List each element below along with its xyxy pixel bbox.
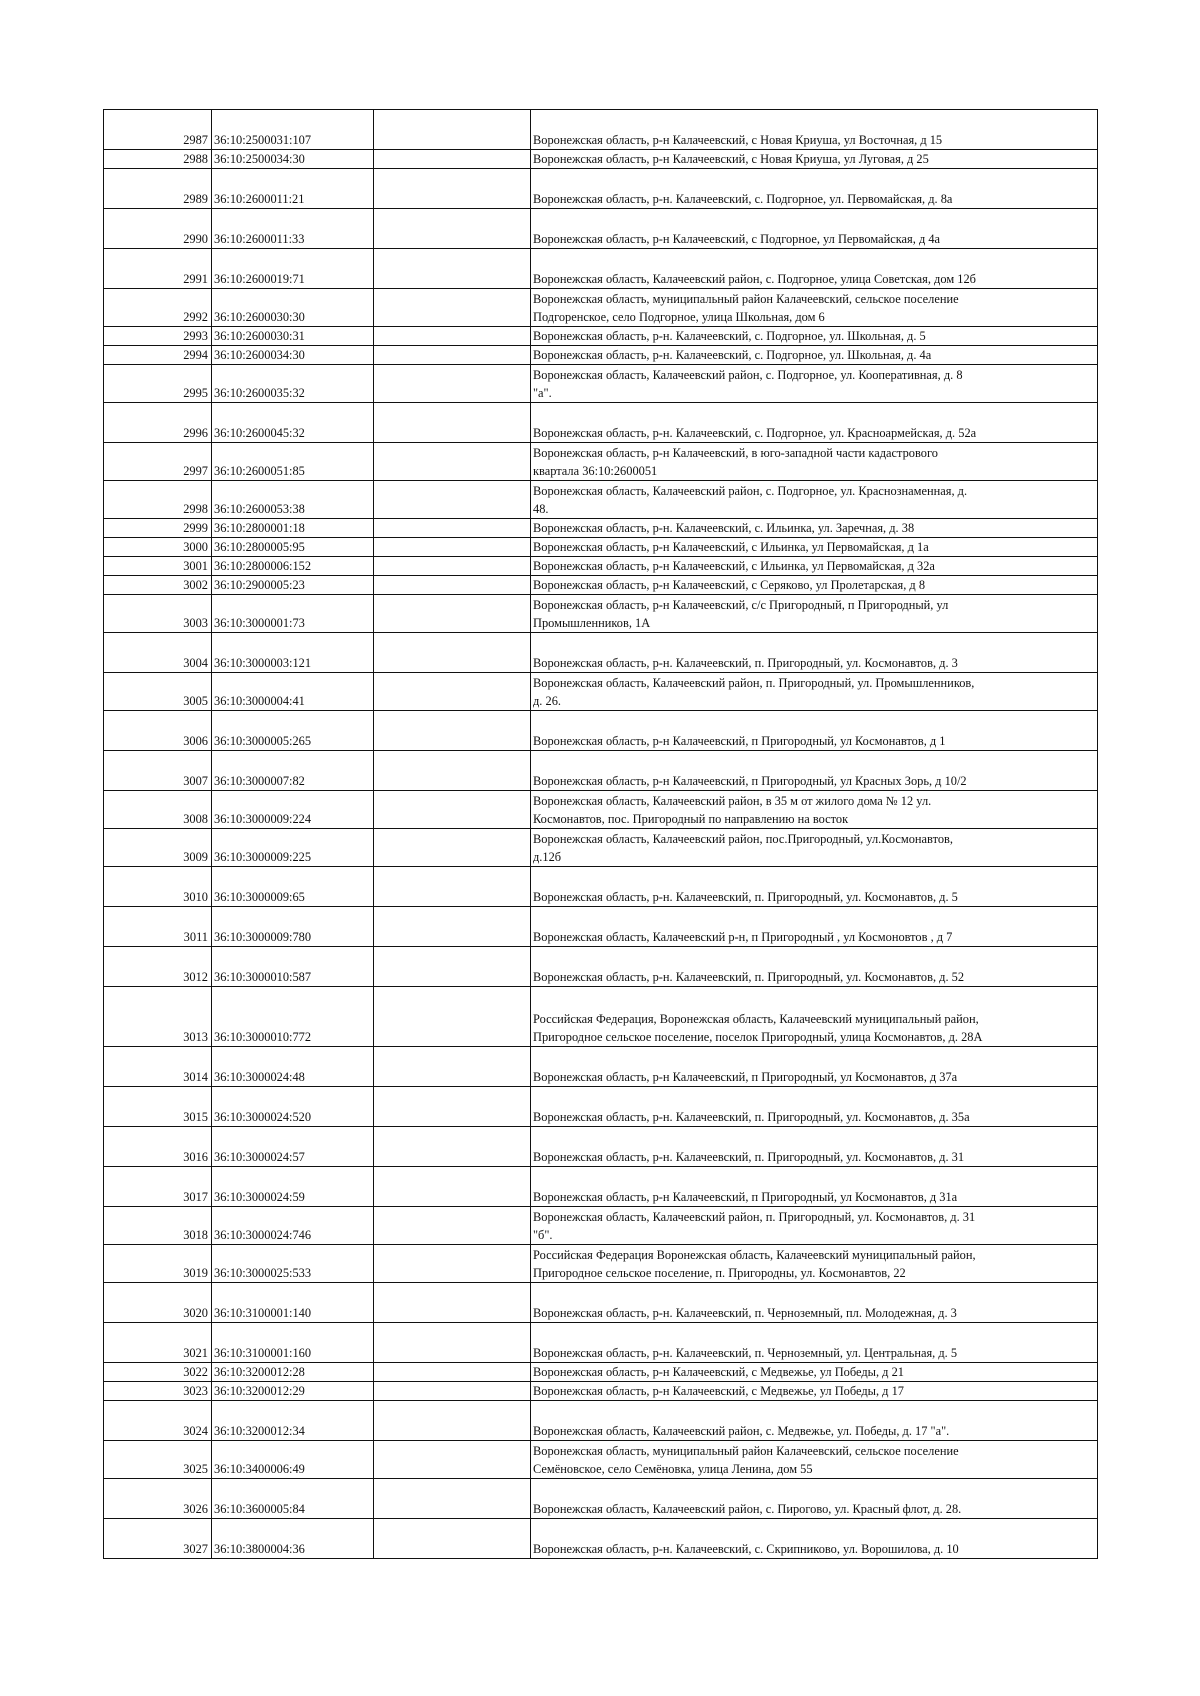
empty-cell <box>374 595 531 633</box>
table-row <box>104 595 1098 633</box>
cadastral-number-cell: 36:10:2800006:152 <box>212 557 374 576</box>
address-cell: Воронежская область, р-н Калачеевский, с Медвежье, ул Победы, д 17 <box>531 1382 1098 1401</box>
empty-cell <box>374 907 531 947</box>
cadastral-number-cell: 36:10:3000007:82 <box>212 751 374 791</box>
row-number-cell: 3018 <box>104 1207 212 1245</box>
empty-cell <box>374 1087 531 1127</box>
cadastral-number-cell: 36:10:2600053:38 <box>212 481 374 519</box>
empty-cell <box>374 289 531 327</box>
empty-cell <box>374 150 531 169</box>
cadastral-number-cell: 36:10:3600005:84 <box>212 1479 374 1519</box>
row-number-cell: 3015 <box>104 1087 212 1127</box>
row-number-cell: 3027 <box>104 1519 212 1559</box>
empty-cell <box>374 987 531 1047</box>
row-number-cell: 3009 <box>104 829 212 867</box>
address-cell: Российская Федерация, Воронежская область, Калачеевский муниципальный район, Пригородное сельское поселение, поселок Пригородный, улица Космонавтов, д. 28А <box>531 987 1098 1047</box>
row-number-cell: 3007 <box>104 751 212 791</box>
empty-cell <box>374 538 531 557</box>
address-cell: Воронежская область, р-н Калачеевский, с Медвежье, ул Победы, д 21 <box>531 1363 1098 1382</box>
cadastral-number-cell: 36:10:3800004:36 <box>212 1519 374 1559</box>
table-row <box>104 1363 1098 1382</box>
cadastral-number-cell: 36:10:2600019:71 <box>212 249 374 289</box>
cadastral-number-cell: 36:10:3000001:73 <box>212 595 374 633</box>
cadastral-number-cell: 36:10:3000009:65 <box>212 867 374 907</box>
address-cell: Воронежская область, р-н. Калачеевский, п. Пригородный, ул. Космонавтов, д. 5 <box>531 867 1098 907</box>
cadastral-number-cell: 36:10:2800005:95 <box>212 538 374 557</box>
table-row <box>104 249 1098 289</box>
row-number-cell: 3022 <box>104 1363 212 1382</box>
address-cell: Воронежская область, р-н Калачеевский, с Серяково, ул Пролетарская, д 8 <box>531 576 1098 595</box>
table-row <box>104 327 1098 346</box>
cadastral-number-cell: 36:10:3000024:746 <box>212 1207 374 1245</box>
address-cell: Воронежская область, р-н. Калачеевский, п. Пригородный, ул. Космонавтов, д. 3 <box>531 633 1098 673</box>
table-row <box>104 1207 1098 1245</box>
row-number-cell: 3025 <box>104 1441 212 1479</box>
address-cell: Воронежская область, р-н. Калачеевский, с. Ильинка, ул. Заречная, д. 38 <box>531 519 1098 538</box>
cadastral-number-cell: 36:10:2500031:107 <box>212 110 374 150</box>
row-number-cell: 2993 <box>104 327 212 346</box>
cadastral-number-cell: 36:10:3000024:520 <box>212 1087 374 1127</box>
empty-cell <box>374 557 531 576</box>
empty-cell <box>374 443 531 481</box>
empty-cell <box>374 346 531 365</box>
table-row <box>104 1519 1098 1559</box>
address-cell: Воронежская область, р-н Калачеевский, в юго-западной части кадастрового квартала 36:10:2600051 <box>531 443 1098 481</box>
empty-cell <box>374 829 531 867</box>
empty-cell <box>374 1047 531 1087</box>
table-row <box>104 443 1098 481</box>
row-number-cell: 3003 <box>104 595 212 633</box>
empty-cell <box>374 1207 531 1245</box>
cadastral-number-cell: 36:10:2500034:30 <box>212 150 374 169</box>
cadastral-number-cell: 36:10:2800001:18 <box>212 519 374 538</box>
address-cell: Воронежская область, р-н. Калачеевский, с. Подгорное, ул. Первомайская, д. 8а <box>531 169 1098 209</box>
empty-cell <box>374 1323 531 1363</box>
table-row <box>104 829 1098 867</box>
table-row <box>104 1047 1098 1087</box>
table-row <box>104 1382 1098 1401</box>
cadastral-number-cell: 36:10:2600034:30 <box>212 346 374 365</box>
cadastral-number-cell: 36:10:2600011:33 <box>212 209 374 249</box>
cadastral-number-cell: 36:10:2600030:30 <box>212 289 374 327</box>
row-number-cell: 3019 <box>104 1245 212 1283</box>
address-cell: Воронежская область, Калачеевский район, п. Пригородный, ул. Космонавтов, д. 31 "б". <box>531 1207 1098 1245</box>
row-number-cell: 3001 <box>104 557 212 576</box>
empty-cell <box>374 576 531 595</box>
cadastral-number-cell: 36:10:2600051:85 <box>212 443 374 481</box>
row-number-cell: 2995 <box>104 365 212 403</box>
row-number-cell: 2989 <box>104 169 212 209</box>
cadastral-number-cell: 36:10:2600035:32 <box>212 365 374 403</box>
row-number-cell: 2997 <box>104 443 212 481</box>
table-row <box>104 791 1098 829</box>
empty-cell <box>374 1441 531 1479</box>
empty-cell <box>374 1245 531 1283</box>
cadastral-number-cell: 36:10:3000010:772 <box>212 987 374 1047</box>
cadastral-number-cell: 36:10:3000009:780 <box>212 907 374 947</box>
table-row <box>104 633 1098 673</box>
table-row <box>104 711 1098 751</box>
cadastral-number-cell: 36:10:2600011:21 <box>212 169 374 209</box>
empty-cell <box>374 1363 531 1382</box>
address-cell: Воронежская область, Калачеевский район, с. Подгорное, ул. Краснознаменная, д. 48. <box>531 481 1098 519</box>
address-cell: Воронежская область, р-н. Калачеевский, с. Подгорное, ул. Школьная, д. 4а <box>531 346 1098 365</box>
empty-cell <box>374 169 531 209</box>
table-row <box>104 1127 1098 1167</box>
empty-cell <box>374 1382 531 1401</box>
address-cell: Воронежская область, р-н Калачеевский, с Новая Криуша, ул Восточная, д 15 <box>531 110 1098 150</box>
table-row <box>104 209 1098 249</box>
empty-cell <box>374 1479 531 1519</box>
row-number-cell: 3024 <box>104 1401 212 1441</box>
empty-cell <box>374 1401 531 1441</box>
row-number-cell: 2996 <box>104 403 212 443</box>
row-number-cell: 3008 <box>104 791 212 829</box>
table-row <box>104 1167 1098 1207</box>
address-cell: Воронежская область, Калачеевский р-н, п Пригородный , ул Космоновтов , д 7 <box>531 907 1098 947</box>
cadastral-number-cell: 36:10:2600030:31 <box>212 327 374 346</box>
address-cell: Воронежская область, р-н Калачеевский, п Пригородный, ул Космонавтов, д 1 <box>531 711 1098 751</box>
row-number-cell: 3026 <box>104 1479 212 1519</box>
address-cell: Российская Федерация Воронежская область, Калачеевский муниципальный район, Пригородное сельское поселение, п. Пригородны, ул. Космонавтов, 22 <box>531 1245 1098 1283</box>
cadastral-number-cell: 36:10:3100001:160 <box>212 1323 374 1363</box>
empty-cell <box>374 403 531 443</box>
row-number-cell: 3013 <box>104 987 212 1047</box>
empty-cell <box>374 209 531 249</box>
table-row <box>104 150 1098 169</box>
row-number-cell: 2992 <box>104 289 212 327</box>
cadastral-number-cell: 36:10:3000024:57 <box>212 1127 374 1167</box>
cadastral-number-cell: 36:10:3000010:587 <box>212 947 374 987</box>
empty-cell <box>374 711 531 751</box>
table-row <box>104 538 1098 557</box>
cadastral-number-cell: 36:10:3000009:224 <box>212 791 374 829</box>
table-row <box>104 481 1098 519</box>
row-number-cell: 2991 <box>104 249 212 289</box>
address-cell: Воронежская область, р-н Калачеевский, п Пригородный, ул Космонавтов, д 31а <box>531 1167 1098 1207</box>
table-row <box>104 1479 1098 1519</box>
table-row <box>104 576 1098 595</box>
table-row <box>104 907 1098 947</box>
property-table <box>103 109 1098 1559</box>
empty-cell <box>374 327 531 346</box>
address-cell: Воронежская область, р-н. Калачеевский, п. Пригородный, ул. Космонавтов, д. 31 <box>531 1127 1098 1167</box>
empty-cell <box>374 249 531 289</box>
table-row <box>104 947 1098 987</box>
empty-cell <box>374 1519 531 1559</box>
row-number-cell: 2994 <box>104 346 212 365</box>
table-row <box>104 1245 1098 1283</box>
address-cell: Воронежская область, р-н Калачеевский, с Ильинка, ул Первомайская, д 1а <box>531 538 1098 557</box>
empty-cell <box>374 1283 531 1323</box>
table-row <box>104 557 1098 576</box>
table-row <box>104 365 1098 403</box>
cadastral-number-cell: 36:10:3000025:533 <box>212 1245 374 1283</box>
table-row <box>104 1087 1098 1127</box>
empty-cell <box>374 481 531 519</box>
row-number-cell: 2998 <box>104 481 212 519</box>
cadastral-number-cell: 36:10:3400006:49 <box>212 1441 374 1479</box>
empty-cell <box>374 751 531 791</box>
row-number-cell: 3010 <box>104 867 212 907</box>
row-number-cell: 3004 <box>104 633 212 673</box>
address-cell: Воронежская область, муниципальный район Калачеевский, сельское поселение Подгоренское, село Подгорное, улица Школьная, дом 6 <box>531 289 1098 327</box>
empty-cell <box>374 867 531 907</box>
address-cell: Воронежская область, р-н Калачеевский, с/с Пригородный, п Пригородный, ул Промышленников, 1А <box>531 595 1098 633</box>
table-row <box>104 169 1098 209</box>
row-number-cell: 3012 <box>104 947 212 987</box>
empty-cell <box>374 1167 531 1207</box>
row-number-cell: 3021 <box>104 1323 212 1363</box>
address-cell: Воронежская область, р-н. Калачеевский, с. Подгорное, ул. Школьная, д. 5 <box>531 327 1098 346</box>
address-cell: Воронежская область, р-н. Калачеевский, п. Черноземный, ул. Центральная, д. 5 <box>531 1323 1098 1363</box>
address-cell: Воронежская область, р-н Калачеевский, п Пригородный, ул Красных Зорь, д 10/2 <box>531 751 1098 791</box>
row-number-cell: 3006 <box>104 711 212 751</box>
empty-cell <box>374 519 531 538</box>
address-cell: Воронежская область, р-н. Калачеевский, п. Пригородный, ул. Космонавтов, д. 35а <box>531 1087 1098 1127</box>
row-number-cell: 3020 <box>104 1283 212 1323</box>
row-number-cell: 2988 <box>104 150 212 169</box>
row-number-cell: 2987 <box>104 110 212 150</box>
cadastral-number-cell: 36:10:2900005:23 <box>212 576 374 595</box>
row-number-cell: 2999 <box>104 519 212 538</box>
cadastral-number-cell: 36:10:3000005:265 <box>212 711 374 751</box>
cadastral-number-cell: 36:10:3000024:59 <box>212 1167 374 1207</box>
table-row <box>104 519 1098 538</box>
table-row <box>104 751 1098 791</box>
row-number-cell: 3002 <box>104 576 212 595</box>
address-cell: Воронежская область, Калачеевский район, с. Пирогово, ул. Красный флот, д. 28. <box>531 1479 1098 1519</box>
row-number-cell: 3016 <box>104 1127 212 1167</box>
empty-cell <box>374 1127 531 1167</box>
cadastral-number-cell: 36:10:3100001:140 <box>212 1283 374 1323</box>
row-number-cell: 3023 <box>104 1382 212 1401</box>
cadastral-number-cell: 36:10:3200012:29 <box>212 1382 374 1401</box>
table-row <box>104 987 1098 1047</box>
empty-cell <box>374 365 531 403</box>
address-cell: Воронежская область, р-н. Калачеевский, п. Пригородный, ул. Космонавтов, д. 52 <box>531 947 1098 987</box>
table-row <box>104 110 1098 150</box>
address-cell: Воронежская область, муниципальный район Калачеевский, сельское поселение Семёновское, село Семёновка, улица Ленина, дом 55 <box>531 1441 1098 1479</box>
address-cell: Воронежская область, Калачеевский район, пос.Пригородный, ул.Космонавтов, д.12б <box>531 829 1098 867</box>
address-cell: Воронежская область, р-н Калачеевский, с Ильинка, ул Первомайская, д 32а <box>531 557 1098 576</box>
row-number-cell: 3017 <box>104 1167 212 1207</box>
row-number-cell: 3000 <box>104 538 212 557</box>
table-row <box>104 403 1098 443</box>
empty-cell <box>374 633 531 673</box>
table-row <box>104 346 1098 365</box>
address-cell: Воронежская область, Калачеевский район, с. Подгорное, улица Советская, дом 12б <box>531 249 1098 289</box>
cadastral-number-cell: 36:10:2600045:32 <box>212 403 374 443</box>
table-row <box>104 673 1098 711</box>
row-number-cell: 3014 <box>104 1047 212 1087</box>
cadastral-number-cell: 36:10:3200012:34 <box>212 1401 374 1441</box>
row-number-cell: 3005 <box>104 673 212 711</box>
row-number-cell: 2990 <box>104 209 212 249</box>
cadastral-number-cell: 36:10:3000024:48 <box>212 1047 374 1087</box>
row-number-cell: 3011 <box>104 907 212 947</box>
empty-cell <box>374 110 531 150</box>
table-row <box>104 1441 1098 1479</box>
address-cell: Воронежская область, р-н Калачеевский, с Подгорное, ул Первомайская, д 4а <box>531 209 1098 249</box>
table-row <box>104 867 1098 907</box>
cadastral-number-cell: 36:10:3200012:28 <box>212 1363 374 1382</box>
address-cell: Воронежская область, Калачеевский район, п. Пригородный, ул. Промышленников, д. 26. <box>531 673 1098 711</box>
table-row <box>104 1401 1098 1441</box>
table-body <box>104 110 1098 1559</box>
table-row <box>104 1323 1098 1363</box>
empty-cell <box>374 791 531 829</box>
address-cell: Воронежская область, Калачеевский район, с. Подгорное, ул. Кооперативная, д. 8 "а". <box>531 365 1098 403</box>
address-cell: Воронежская область, р-н. Калачеевский, п. Черноземный, пл. Молодежная, д. 3 <box>531 1283 1098 1323</box>
cadastral-number-cell: 36:10:3000009:225 <box>212 829 374 867</box>
table-row <box>104 289 1098 327</box>
address-cell: Воронежская область, р-н. Калачеевский, с. Подгорное, ул. Красноармейская, д. 52а <box>531 403 1098 443</box>
address-cell: Воронежская область, р-н Калачеевский, с Новая Криуша, ул Луговая, д 25 <box>531 150 1098 169</box>
cadastral-number-cell: 36:10:3000003:121 <box>212 633 374 673</box>
address-cell: Воронежская область, р-н Калачеевский, п Пригородный, ул Космонавтов, д 37а <box>531 1047 1098 1087</box>
address-cell: Воронежская область, Калачеевский район, в 35 м от жилого дома № 12 ул. Космонавтов, пос. Пригородный по направлению на восток <box>531 791 1098 829</box>
cadastral-number-cell: 36:10:3000004:41 <box>212 673 374 711</box>
table-row <box>104 1283 1098 1323</box>
address-cell: Воронежская область, Калачеевский район, с. Медвежье, ул. Победы, д. 17 "а". <box>531 1401 1098 1441</box>
empty-cell <box>374 947 531 987</box>
address-cell: Воронежская область, р-н. Калачеевский, с. Скрипниково, ул. Ворошилова, д. 10 <box>531 1519 1098 1559</box>
empty-cell <box>374 673 531 711</box>
